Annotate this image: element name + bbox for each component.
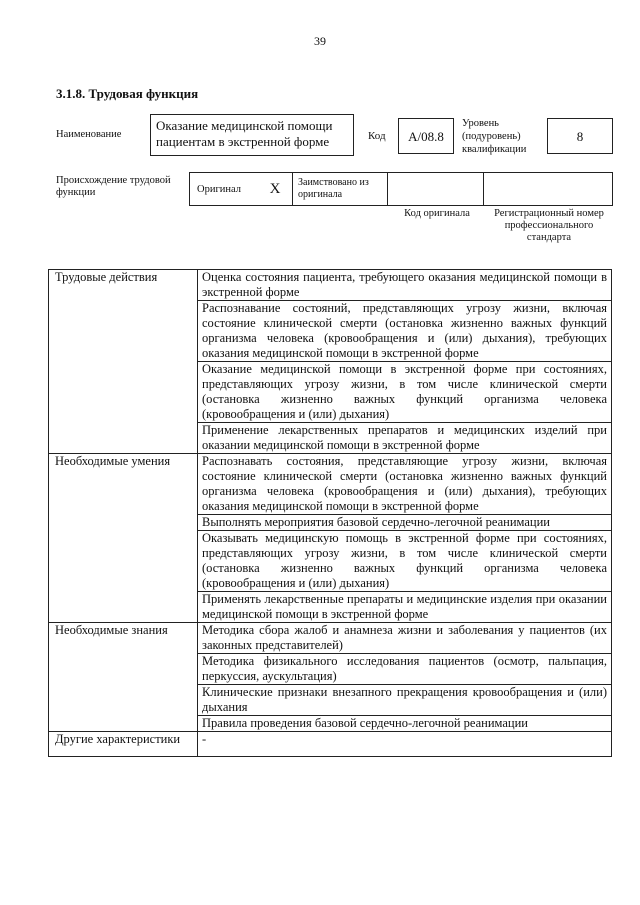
registration-number-cell	[484, 173, 612, 205]
other-characteristics-value: -	[198, 732, 612, 757]
origin-label: Происхождение трудовой функции	[56, 175, 171, 198]
skill-item: Применять лекарственные препараты и медицинские изделия при оказании медицинской помощи в экстренной форме	[198, 592, 612, 623]
section-title: 3.1.8. Трудовая функция	[56, 86, 199, 101]
labor-action-item: Оказание медицинской помощи в экстренной форме при состояниях, представляющих угрозу жизни, в том числе клинической смерти (остановка жизненно важных функций организма человека (кровообращения и (или) дыхания)	[198, 362, 612, 423]
name-value: Оказание медицинской помощи пациентам в экстренной форме	[150, 114, 354, 156]
level-value: 8	[547, 118, 613, 154]
name-label: Наименование	[56, 129, 122, 140]
knowledge-item: Клинические признаки внезапного прекращения кровообращения и (или) дыхания	[198, 685, 612, 716]
skill-item: Выполнять мероприятия базовой сердечно-легочной реанимации	[198, 515, 612, 531]
table-row	[49, 623, 612, 654]
original-code-cell	[388, 173, 484, 205]
origin-row	[189, 172, 613, 206]
original-label: Оригинал	[197, 183, 241, 195]
original-mark: Х	[258, 173, 293, 205]
other-characteristics-label: Другие характеристики	[49, 732, 198, 757]
knowledge-item: Методика сбора жалоб и анамнеза жизни и заболевания у пациентов (их законных представителей)	[198, 623, 612, 654]
labor-action-item: Оценка состояния пациента, требующего оказания медицинской помощи в экстренной форме	[198, 270, 612, 301]
knowledge-label: Необходимые знания	[49, 623, 198, 732]
labor-action-item: Распознавание состояний, представляющих угрозу жизни, включая состояние клинической смерти (остановка жизненно важных функций организма человека (кровообращения и (или) дыхания), требующих оказания медицинской помощи в экстренной форме	[198, 301, 612, 362]
borrowed-label: Заимствовано из оригинала	[293, 173, 388, 205]
original-code-caption: Код оригинала	[404, 208, 470, 219]
table-row	[49, 454, 612, 515]
code-value: А/08.8	[398, 118, 454, 154]
skills-label: Необходимые умения	[49, 454, 198, 623]
registration-caption: Регистрационный номер профессионального стандарта	[494, 208, 604, 243]
skill-item: Оказывать медицинскую помощь в экстренной форме при состояниях, представляющих угрозу жизни, в том числе клинической смерти (остановка жизненно важных функций организма человека (кровообращения и (или) дыхания)	[198, 531, 612, 592]
level-label: Уровень (подуровень) квалификации	[462, 118, 527, 155]
knowledge-item: Правила проведения базовой сердечно-легочной реанимации	[198, 716, 612, 732]
table-row	[49, 270, 612, 301]
labor-action-item: Применение лекарственных препаратов и медицинских изделий при оказании медицинской помощи в экстренной форме	[198, 423, 612, 454]
skill-item: Распознавать состояния, представляющие угрозу жизни, включая состояние клинической смерти (остановка жизненно важных функций организма человека (кровообращения и (или) дыхания), требующих оказания медицинской помощи в экстренной форме	[198, 454, 612, 515]
code-label: Код	[368, 130, 386, 142]
labor-function-table	[48, 269, 612, 757]
page-number: 39	[314, 34, 326, 48]
knowledge-item: Методика физикального исследования пациентов (осмотр, пальпация, перкуссия, аускультация)	[198, 654, 612, 685]
table-row	[49, 732, 612, 757]
labor-actions-label: Трудовые действия	[49, 270, 198, 454]
